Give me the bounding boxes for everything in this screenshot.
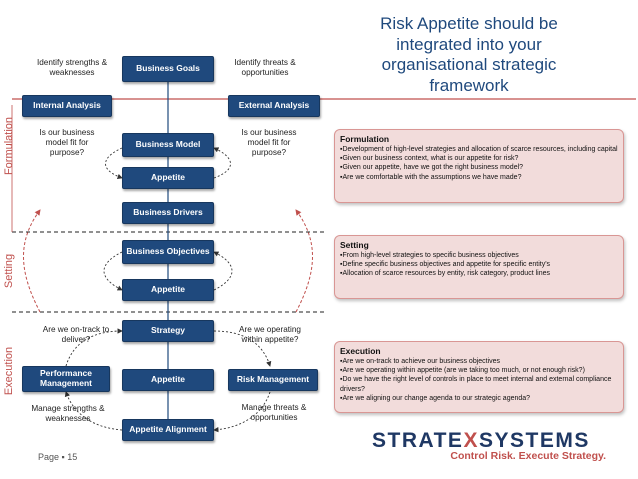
slide-headline: Risk Appetite should be integrated into your organisational strategic framework — [380, 14, 558, 96]
internal-analysis-box: Internal Analysis — [22, 95, 112, 117]
appetite-setting-box: Appetite — [122, 279, 214, 301]
execution-item: ▪Are we operating within appetite (are we taking too much, or not enough risk?) — [340, 367, 585, 375]
formulation-item: ▪Given our appetite, have we got the right business model? — [340, 164, 524, 172]
appetite-alignment-box: Appetite Alignment — [122, 419, 214, 441]
page-number: Page ▪ 15 — [38, 452, 78, 462]
setting-item: ▪Define specific business objectives and appetite for specific entity's — [340, 261, 551, 269]
business-objectives-box: Business Objectives — [122, 240, 214, 264]
formulation-panel-title: Formulation — [340, 134, 390, 144]
strategy-box: Strategy — [122, 320, 214, 342]
performance-management-box: Performance Management — [22, 366, 110, 392]
formulation-item: ▪Are we comfortable with the assumptions we have made? — [340, 173, 522, 181]
setting-panel — [334, 235, 624, 299]
identify-threats-label: Identify threats & opportunities — [234, 58, 296, 77]
formulation-panel — [334, 129, 624, 203]
risk-management-box: Risk Management — [228, 369, 318, 391]
execution-item: ▪Are we on-track to achieve our business objectives — [340, 358, 501, 365]
within-appetite-label: Are we operating within appetite? — [239, 325, 301, 344]
business-drivers-box: Business Drivers — [122, 202, 214, 224]
formulation-item: ▪Development of high-level strategies and allocation of scarce resources, including capital — [340, 146, 618, 153]
model-fit-left-label: Is our business model fit for purpose? — [39, 128, 95, 157]
business-model-box: Business Model — [122, 133, 214, 157]
execution-panel — [334, 341, 624, 413]
setting-item: ▪Allocation of scarce resources by entity, risk category, product lines — [340, 270, 550, 278]
setting-item: ▪From high-level strategies to specific business objectives — [340, 252, 519, 259]
formulation-item: ▪Given our business context, what is our appetite for risk? — [340, 155, 519, 163]
appetite-formulation-box: Appetite — [122, 167, 214, 189]
external-analysis-box: External Analysis — [228, 95, 320, 117]
section-label-formulation: Formulation — [3, 116, 15, 176]
setting-panel-title: Setting — [340, 240, 369, 250]
manage-strengths-label: Manage strengths & weaknesses — [31, 404, 105, 423]
model-fit-right-label: Is our business model fit for purpose? — [241, 128, 297, 157]
execution-item: ▪Do we have the right level of controls in place to meet internal and external compliance drivers? — [340, 376, 612, 393]
logo-wordmark: STRATEXSYSTEMS — [372, 429, 590, 452]
business-goals-box: Business Goals — [122, 56, 214, 82]
identify-strengths-label: Identify strengths & weaknesses — [36, 58, 108, 77]
execution-item: ▪Are we aligning our change agenda to our strategic agenda? — [340, 394, 531, 402]
section-label-execution: Execution — [3, 346, 15, 396]
section-label-setting: Setting — [3, 253, 15, 289]
logo-tagline: Control Risk. Execute Strategy. — [450, 450, 606, 462]
manage-threats-label: Manage threats & opportunities — [241, 403, 307, 422]
stratexsystems-logo — [372, 429, 612, 462]
execution-panel-title: Execution — [340, 346, 381, 356]
on-track-label: Are we on-track to deliver? — [42, 325, 110, 344]
appetite-execution-box: Appetite — [122, 369, 214, 391]
